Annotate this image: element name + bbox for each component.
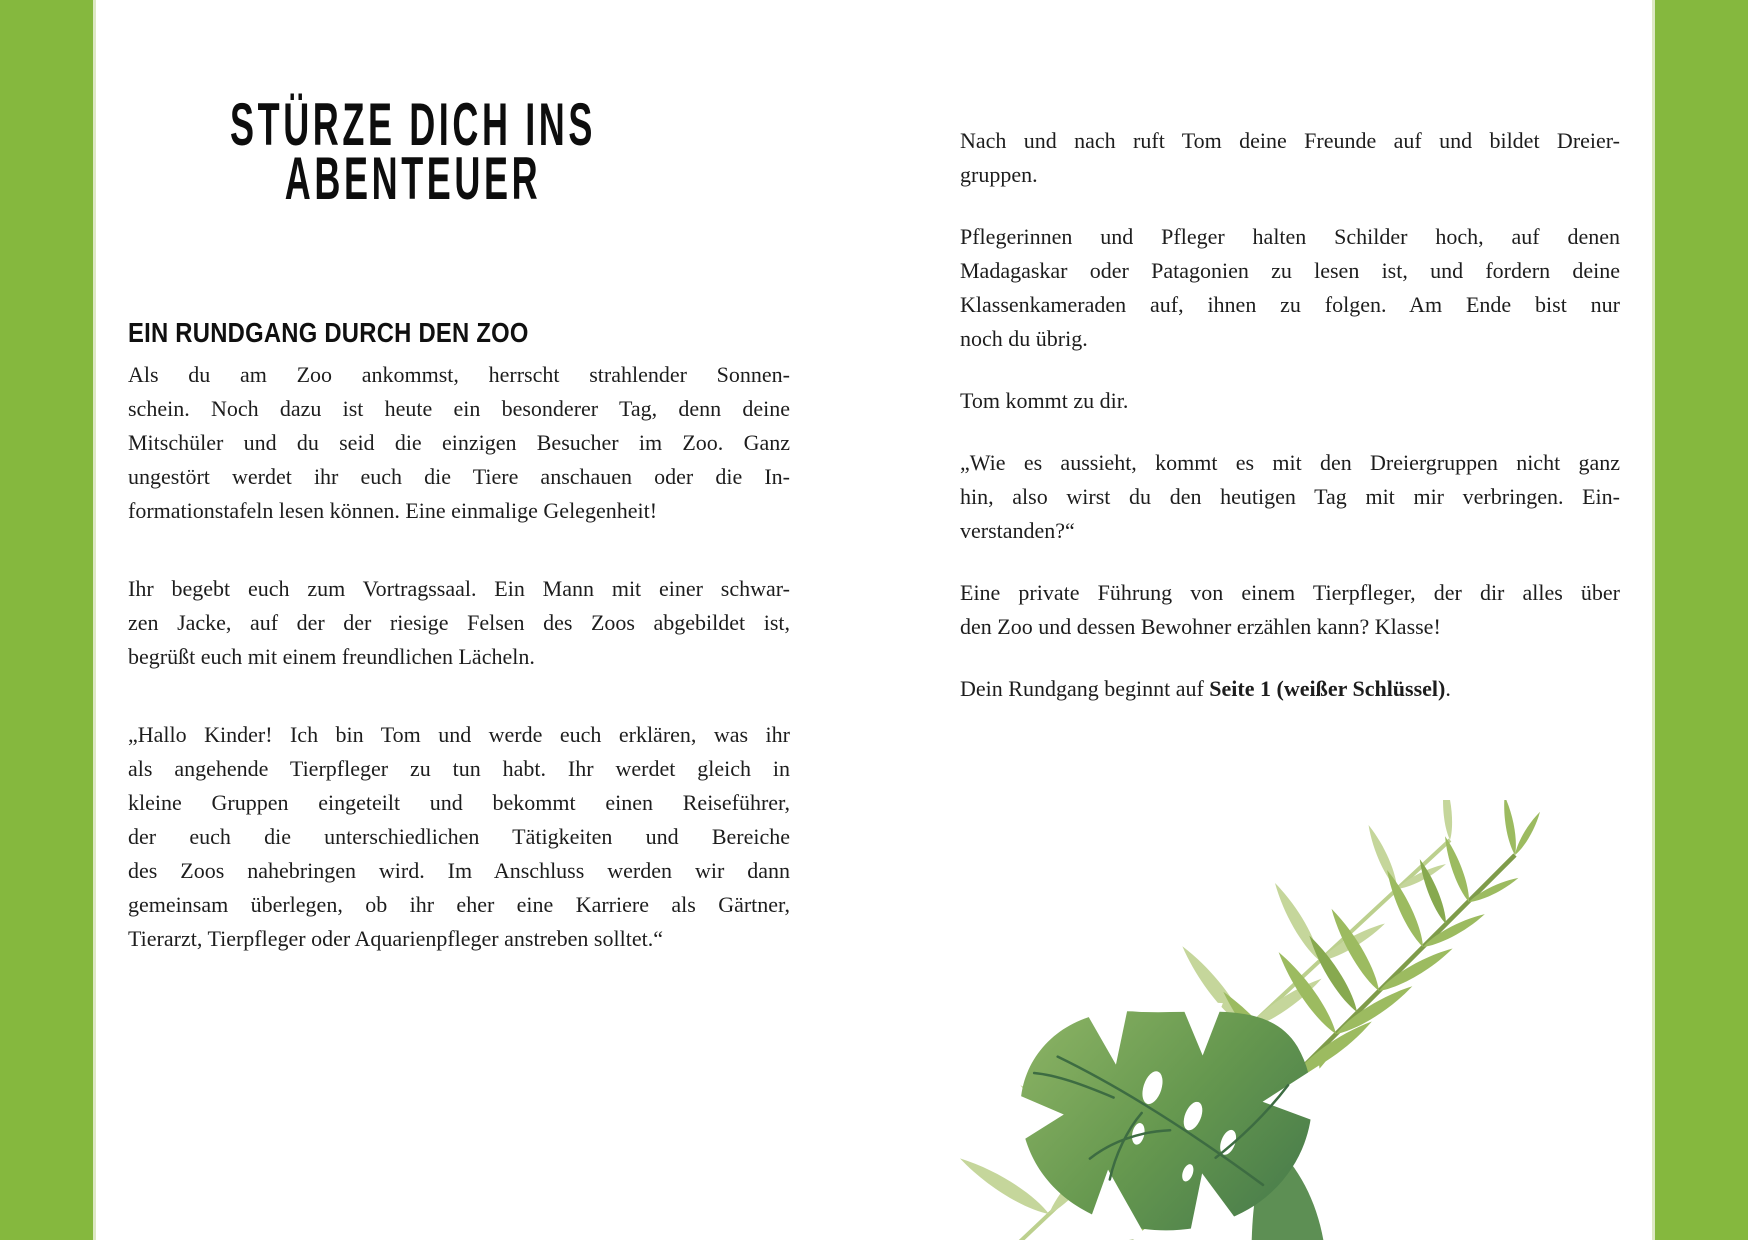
text-line: den Zoo und dessen Bewohner erzählen kann? Klasse!: [960, 614, 1441, 639]
text-line: gemeinsam überlegen, ob ihr eher eine Karriere als Gärtner,: [128, 892, 790, 917]
text-line: Ihr begebt euch zum Vortragssaal. Ein Mann mit einer schwar-: [128, 576, 790, 601]
text-line: zen Jacke, auf der der riesige Felsen des Zoos abgebildet ist,: [128, 610, 790, 635]
paragraph: [960, 576, 1620, 644]
text-line: kleine Gruppen eingeteilt und bekommt einen Reiseführer,: [128, 790, 790, 815]
paragraph: [960, 672, 1620, 706]
text-line: „Hallo Kinder! Ich bin Tom und werde euch erklären, was ihr: [128, 722, 790, 747]
text-line: schein. Noch dazu ist heute ein besonderer Tag, denn deine: [128, 396, 790, 421]
text-line: ungestört werdet ihr euch die Tiere anschauen oder die In-: [128, 464, 790, 489]
text-line: „Wie es aussieht, kommt es mit den Dreiergruppen nicht ganz: [960, 450, 1620, 475]
text-line: als angehende Tierpfleger zu tun habt. Ihr werdet gleich in: [128, 756, 790, 781]
page-title-line2: ABENTEUER: [284, 145, 542, 212]
paragraph: [960, 384, 1620, 418]
paragraph: [960, 446, 1620, 548]
text-line: Tom kommt zu dir.: [960, 388, 1129, 413]
left-page-body: [128, 358, 790, 956]
page-title-line1: STÜRZE DICH INS: [229, 91, 597, 158]
text-line: begrüßt euch mit einem freundlichen Lächeln.: [128, 644, 535, 669]
paragraph: [128, 718, 790, 956]
text-line: gruppen.: [960, 162, 1038, 187]
left-green-bar: [0, 0, 96, 1240]
text-line: Nach und nach ruft Tom deine Freunde auf und bildet Dreier-: [960, 128, 1620, 153]
text-line: Eine private Führung von einem Tierpfleger, der dir alles über: [960, 580, 1620, 605]
paragraph: [128, 572, 790, 674]
monstera-leaf-illustration: [989, 967, 1359, 1240]
text-line: Mitschüler und du seid die einzigen Besucher im Zoo. Ganz: [128, 430, 790, 455]
text-line: noch du übrig.: [960, 326, 1088, 351]
text-line: verstanden?“: [960, 518, 1075, 543]
paragraph: [128, 358, 790, 528]
right-green-bar: [1652, 0, 1748, 1240]
page-title: [203, 91, 623, 212]
text-line: Pflegerinnen und Pfleger halten Schilder hoch, auf denen: [960, 224, 1620, 249]
text-line: formationstafeln lesen können. Eine einmalige Gelegenheit!: [128, 498, 658, 523]
text-line: Dein Rundgang beginnt auf Seite 1 (weißer Schlüssel).: [960, 676, 1451, 701]
right-page-body: [960, 124, 1620, 706]
text-line: des Zoos nahebringen wird. Im Anschluss werden wir dann: [128, 858, 790, 883]
text-line: Als du am Zoo ankommst, herrscht strahlender Sonnen-: [128, 362, 790, 387]
text-line: Klassenkameraden auf, ihnen zu folgen. Am Ende bist nur: [960, 292, 1620, 317]
left-page: [128, 0, 790, 1240]
text-line: hin, also wirst du den heutigen Tag mit mir verbringen. Ein-: [960, 484, 1620, 509]
text-line: der euch die unterschiedlichen Tätigkeiten und Bereiche: [128, 824, 790, 849]
section-heading: EIN RUNDGANG DURCH DEN ZOO: [128, 317, 529, 348]
paragraph: [960, 124, 1620, 192]
tropical-leaves-illustration: [950, 800, 1550, 1240]
text-line: Madagaskar oder Patagonien zu lesen ist, und fordern deine: [960, 258, 1620, 283]
text-line: Tierarzt, Tierpfleger oder Aquarienpfleger anstreben solltet.“: [128, 926, 663, 951]
paragraph: [960, 220, 1620, 356]
